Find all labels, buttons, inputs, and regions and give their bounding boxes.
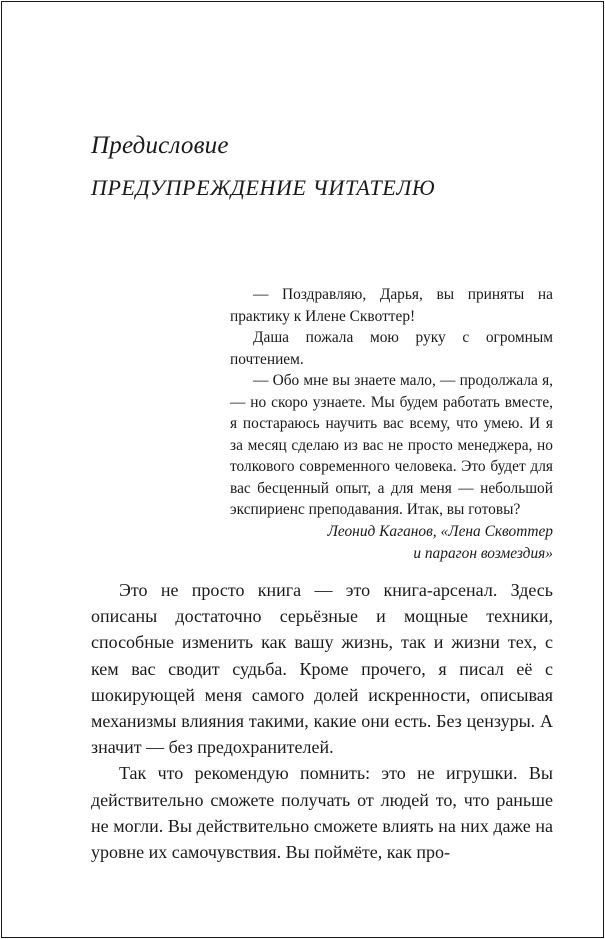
attribution-author: Леонид Каганов, «Лена Сквоттер [327, 522, 553, 540]
section-kicker: Предисловие [91, 132, 229, 159]
epigraph-line: Даша пожала мою руку с огромным почтением. [230, 329, 553, 368]
epigraph-line: — Поздравляю, Дарья, вы приняты на практику к Илене Сквоттер! [230, 286, 553, 325]
epigraph-attribution [230, 521, 553, 566]
page-title: ПРЕДУПРЕЖДЕНИЕ ЧИТАТЕЛЮ [91, 175, 436, 200]
body-paragraph: Это не просто книга — это книга-арсенал. Здесь описаны достаточно серьёзные и мощные техники, способные изменить как вашу жизнь, так и жизни тех, с кем вас сводит судьба. Кроме прочего, я писал её с шокирующей меня самого долей искренности, описывая механизмы влияния такими, какие они есть. Без цензуры. А значит — без предохранителей. [91, 580, 553, 758]
attribution-work: и парагон возмездия» [413, 545, 553, 562]
epigraph-line: — Обо мне вы знаете мало, — продолжала я, — но скоро узнаете. Мы будем работать вместе, я постараюсь научить вас всему, что умею. И я за месяц сделаю из вас не просто менеджера, но толкового современного человека. Это будет для вас бесценный опыт, а для меня — небольшой экспириенс преподавания. Итак, вы готовы? [230, 372, 553, 518]
body-text [91, 577, 553, 865]
body-paragraph: Так что рекомендую помнить: это не игрушки. Вы действительно сможете получать от людей то, что раньше не могли. Вы действительно сможете влиять на них даже на уровне их самочувствия. Вы поймёте, как про- [91, 763, 553, 863]
book-page [1, 1, 604, 938]
epigraph [230, 284, 553, 566]
